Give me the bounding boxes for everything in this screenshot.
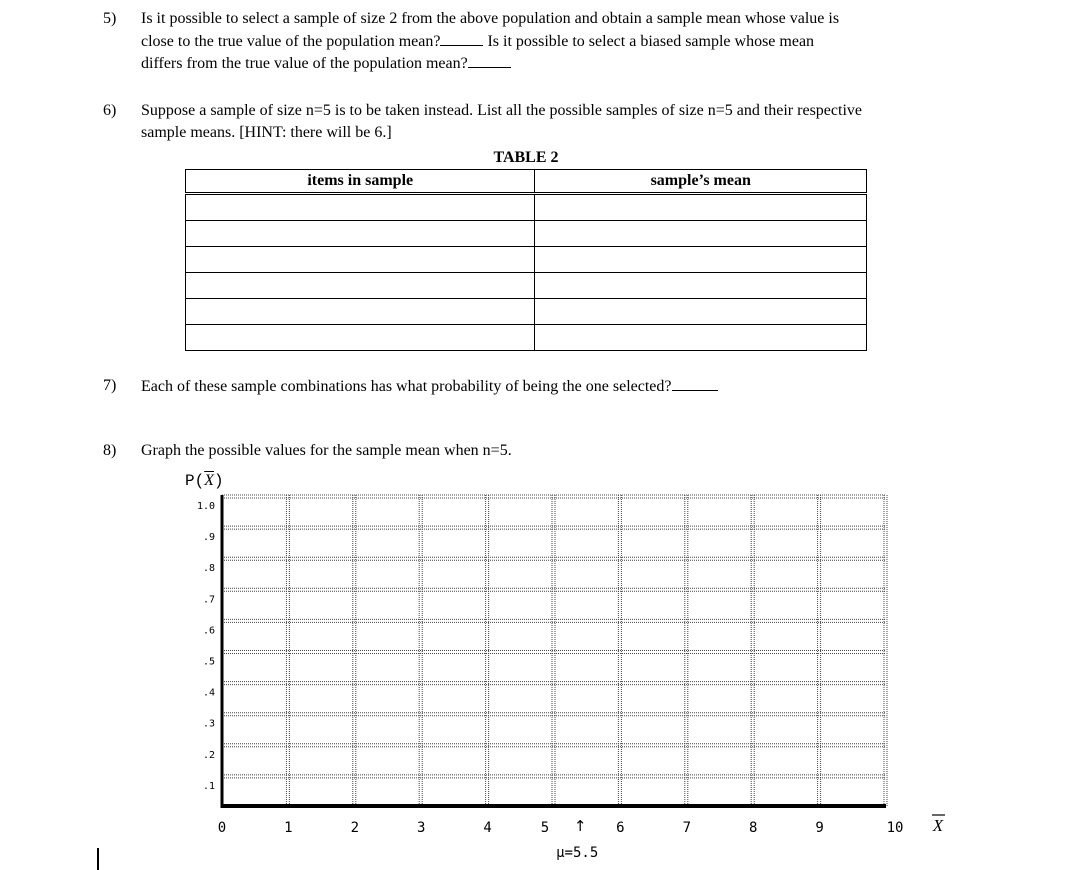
y-tick-label: .9 bbox=[202, 532, 215, 544]
question-line: Graph the possible values for the sample mean when n=5. bbox=[141, 442, 512, 459]
y-tick-label: .5 bbox=[202, 656, 215, 668]
question-number: 8) bbox=[103, 442, 117, 459]
y-axis-title: $P(\overline{X})$ bbox=[185, 472, 224, 490]
y-tick-label: .6 bbox=[202, 625, 215, 637]
x-tick-label: 4 bbox=[483, 820, 492, 836]
question-line: Each of these sample combinations has what probability of being the one selected? bbox=[141, 378, 672, 395]
question-number: 5) bbox=[103, 10, 117, 27]
mu-arrow-icon: ↑ bbox=[573, 817, 587, 835]
y-tick-label: .3 bbox=[202, 718, 215, 730]
x-tick-label: 2 bbox=[350, 820, 360, 836]
y-tick-label: .8 bbox=[202, 563, 215, 575]
y-tick-label: 1.0 bbox=[196, 501, 215, 512]
x-tick-label: 9 bbox=[815, 820, 824, 836]
x-axis-title: X bbox=[932, 816, 944, 835]
question-line: Is it possible to select a sample of size 2 from the above population and obtain a sample mean whose value is bbox=[141, 10, 840, 27]
question-line: differs from the true value of the population mean? bbox=[141, 55, 468, 72]
question-line: Is it possible to select a biased sample whose mean bbox=[487, 32, 815, 50]
text-cursor bbox=[97, 848, 99, 870]
x-tick-label: 6 bbox=[616, 820, 625, 836]
column-header-mean: sample’s mean bbox=[535, 170, 867, 194]
question-number: 7) bbox=[103, 377, 117, 394]
x-tick-label: 5 bbox=[540, 820, 550, 836]
y-tick-label: .2 bbox=[202, 749, 215, 761]
question-number: 6) bbox=[103, 102, 117, 119]
x-tick-label: 7 bbox=[682, 820, 692, 836]
x-tick-label: 0 bbox=[217, 820, 227, 836]
column-header-items: items in sample bbox=[186, 170, 535, 194]
x-tick-label: 3 bbox=[416, 820, 426, 836]
table-title: TABLE 2 bbox=[493, 149, 559, 166]
question-line: close to the true value of the population mean? bbox=[141, 32, 441, 50]
y-tick-label: .1 bbox=[202, 780, 215, 792]
x-tick-label: 8 bbox=[748, 820, 758, 836]
question-line: sample means. [HINT: there will be 6.] bbox=[141, 123, 392, 141]
y-tick-label: .7 bbox=[202, 594, 215, 606]
question-line: Suppose a sample of size n=5 is to be taken instead. List all the possible samples of size n=5 and their respective bbox=[141, 102, 862, 119]
y-tick-label: .4 bbox=[202, 687, 215, 699]
x-tick-label: 1 bbox=[284, 820, 293, 836]
x-tick-label: 10 bbox=[886, 820, 904, 836]
mu-label: μ=5.5 bbox=[556, 845, 599, 861]
